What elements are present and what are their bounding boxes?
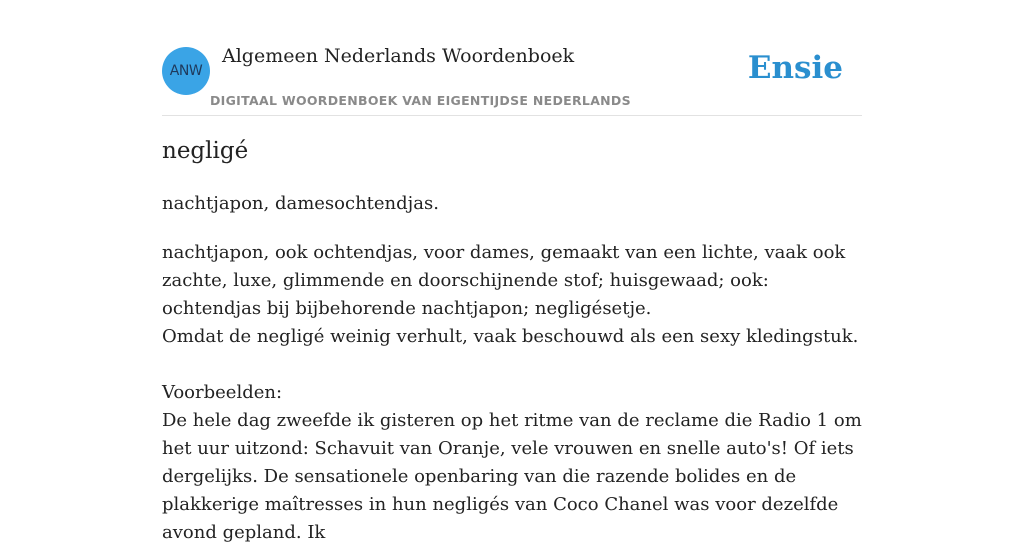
- content-container: [162, 0, 862, 543]
- entry-headword: negligé: [162, 138, 249, 164]
- site-subtitle: DIGITAAL WOORDENBOEK VAN EIGENTIJDSE NEDERLANDS: [210, 93, 631, 108]
- definition-text: nachtjapon, ook ochtendjas, voor dames, gemaakt van een lichte, vaak ook zachte, luxe, glimmende en doorschijnende stof; huisgewaad; ook: ochtendjas bij bijbehorende nachtjapon; negligésetje.: [162, 242, 846, 319]
- ensie-brand-logo[interactable]: Ensie: [747, 50, 843, 86]
- spacer: [162, 351, 862, 379]
- short-definition: nachtjapon, damesochtendjas.: [162, 193, 439, 214]
- definition-note: Omdat de negligé weinig verhult, vaak beschouwd als een sexy kledingstuk.: [162, 326, 859, 347]
- examples-label: Voorbeelden:: [162, 382, 283, 403]
- anw-logo[interactable]: ANW: [162, 47, 210, 95]
- example-text: De hele dag zweefde ik gisteren op het ritme van de reclame die Radio 1 om het uur uitzond: Schavuit van Oranje, vele vrouwen en snelle auto's! Of iets dergelijks. De sensationele openbaring van die razende bolides en de plakkerige maîtresses in hun negligés van Coco Chanel was voor dezelfde avond gepland. Ik: [162, 410, 862, 543]
- definition-body: [162, 239, 862, 547]
- site-title[interactable]: Algemeen Nederlands Woordenboek: [222, 45, 575, 67]
- site-header: [162, 0, 862, 116]
